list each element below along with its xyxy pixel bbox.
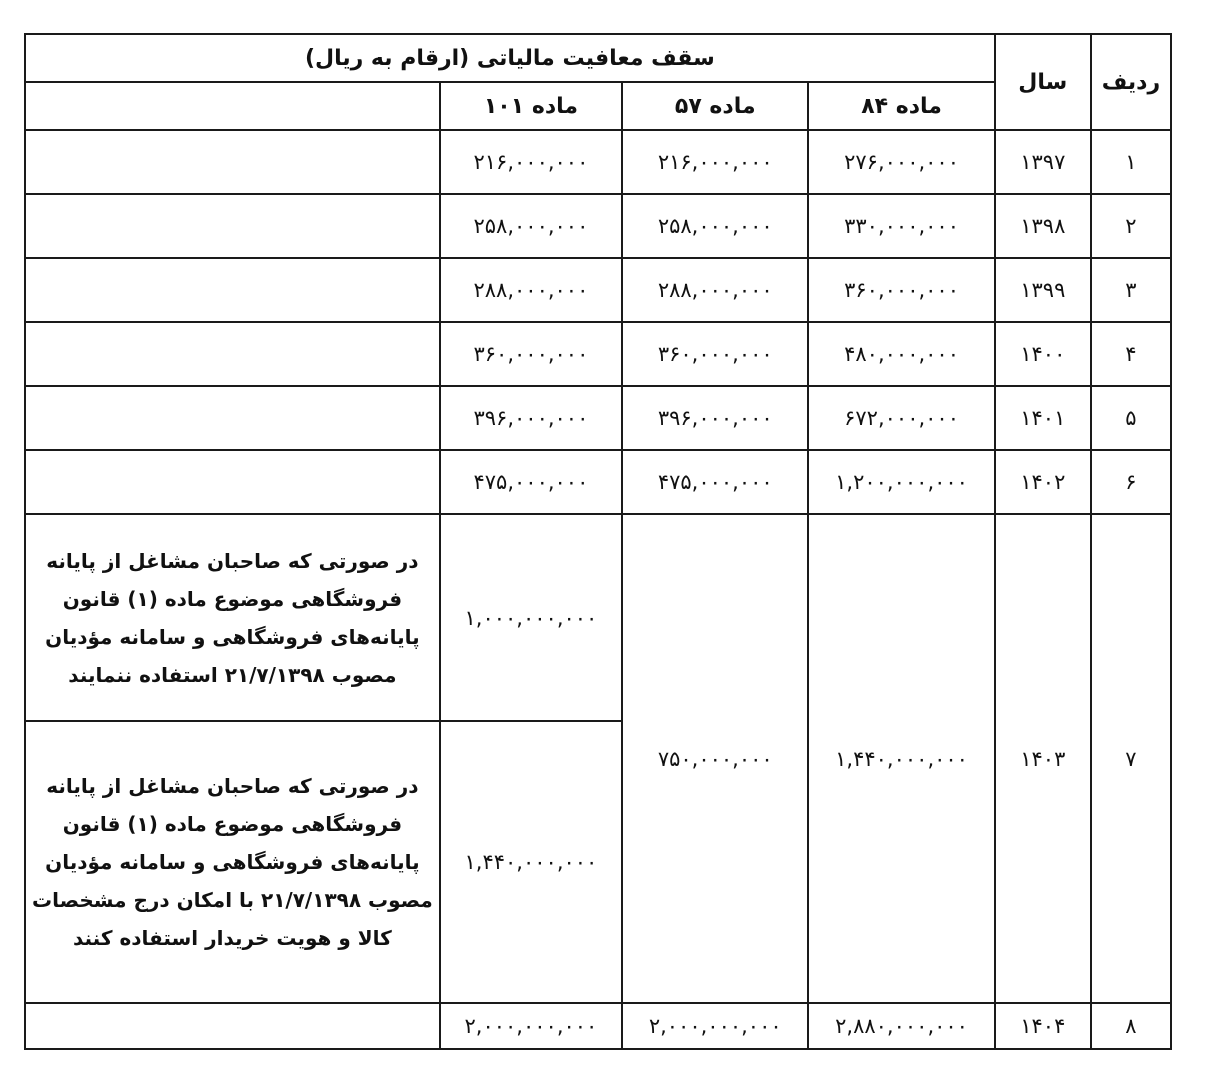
cell-madde-84: ۳۳۰,۰۰۰,۰۰۰ [808,194,994,258]
cell-madde-101: ۴۷۵,۰۰۰,۰۰۰ [440,450,622,514]
cell-madde-57: ۲۱۶,۰۰۰,۰۰۰ [622,130,808,194]
cell-madde-101: ۲۱۶,۰۰۰,۰۰۰ [440,130,622,194]
cell-radif: ۱ [1091,130,1171,194]
table-row [25,1003,1171,1049]
cell-sal: ۱۳۹۷ [995,130,1091,194]
table-row [25,450,1171,514]
tax-exemption-table [24,33,1172,1050]
cell-note [25,194,440,258]
cell-radif: ۲ [1091,194,1171,258]
table-row-7a [25,514,1171,721]
cell-sal: ۱۳۹۹ [995,258,1091,322]
cell-madde-101: ۲۸۸,۰۰۰,۰۰۰ [440,258,622,322]
cell-madde-84: ۱,۲۰۰,۰۰۰,۰۰۰ [808,450,994,514]
cell-madde-101: ۳۹۶,۰۰۰,۰۰۰ [440,386,622,450]
header-madde-101: ماده ۱۰۱ [440,82,622,130]
cell-sal: ۱۴۰۰ [995,322,1091,386]
cell-madde-57: ۲,۰۰۰,۰۰۰,۰۰۰ [622,1003,808,1049]
table-row [25,386,1171,450]
cell-radif: ۶ [1091,450,1171,514]
header-radif: ردیف [1091,34,1171,130]
cell-madde-101: ۲,۰۰۰,۰۰۰,۰۰۰ [440,1003,622,1049]
cell-note-a: در صورتی که صاحبان مشاغل از پایانه فروشگاهی موضوع ماده (۱) قانون پایانه‌های فروشگاهی و سامانه مؤدیان مصوب ۲۱/۷/۱۳۹۸ استفاده ننمایند [25,514,440,721]
cell-radif: ۴ [1091,322,1171,386]
cell-note [25,386,440,450]
header-exemption-ceiling: سقف معافیت مالیاتی (ارقام به ریال) [25,34,995,82]
cell-note [25,1003,440,1049]
cell-radif: ۸ [1091,1003,1171,1049]
cell-madde-84: ۴۸۰,۰۰۰,۰۰۰ [808,322,994,386]
cell-madde-84: ۲۷۶,۰۰۰,۰۰۰ [808,130,994,194]
cell-sal: ۱۴۰۳ [995,514,1091,1003]
cell-sal: ۱۳۹۸ [995,194,1091,258]
cell-note [25,322,440,386]
cell-madde-101: ۳۶۰,۰۰۰,۰۰۰ [440,322,622,386]
cell-note-b: در صورتی که صاحبان مشاغل از پایانه فروشگاهی موضوع ماده (۱) قانون پایانه‌های فروشگاهی و سامانه مؤدیان مصوب ۲۱/۷/۱۳۹۸ با امکان درج مشخصات کالا و هویت خریدار استفاده کنند [25,721,440,1003]
cell-madde-57: ۷۵۰,۰۰۰,۰۰۰ [622,514,808,1003]
cell-madde-57: ۴۷۵,۰۰۰,۰۰۰ [622,450,808,514]
cell-madde-84: ۲,۸۸۰,۰۰۰,۰۰۰ [808,1003,994,1049]
cell-note [25,450,440,514]
cell-sal: ۱۴۰۲ [995,450,1091,514]
cell-madde-57: ۳۹۶,۰۰۰,۰۰۰ [622,386,808,450]
table-row [25,258,1171,322]
cell-sal: ۱۴۰۱ [995,386,1091,450]
cell-madde-101: ۲۵۸,۰۰۰,۰۰۰ [440,194,622,258]
header-notes-empty [25,82,440,130]
header-sal: سال [995,34,1091,130]
header-madde-57: ماده ۵۷ [622,82,808,130]
cell-madde-101-b: ۱,۴۴۰,۰۰۰,۰۰۰ [440,721,622,1003]
cell-madde-57: ۳۶۰,۰۰۰,۰۰۰ [622,322,808,386]
cell-madde-84: ۱,۴۴۰,۰۰۰,۰۰۰ [808,514,994,1003]
header-madde-84: ماده ۸۴ [808,82,994,130]
cell-sal: ۱۴۰۴ [995,1003,1091,1049]
cell-madde-101-a: ۱,۰۰۰,۰۰۰,۰۰۰ [440,514,622,721]
cell-note [25,130,440,194]
table-row [25,130,1171,194]
table-row [25,322,1171,386]
cell-madde-84: ۶۷۲,۰۰۰,۰۰۰ [808,386,994,450]
cell-madde-57: ۲۸۸,۰۰۰,۰۰۰ [622,258,808,322]
cell-note [25,258,440,322]
table-row [25,194,1171,258]
cell-madde-84: ۳۶۰,۰۰۰,۰۰۰ [808,258,994,322]
cell-madde-57: ۲۵۸,۰۰۰,۰۰۰ [622,194,808,258]
cell-radif: ۷ [1091,514,1171,1003]
cell-radif: ۳ [1091,258,1171,322]
cell-radif: ۵ [1091,386,1171,450]
